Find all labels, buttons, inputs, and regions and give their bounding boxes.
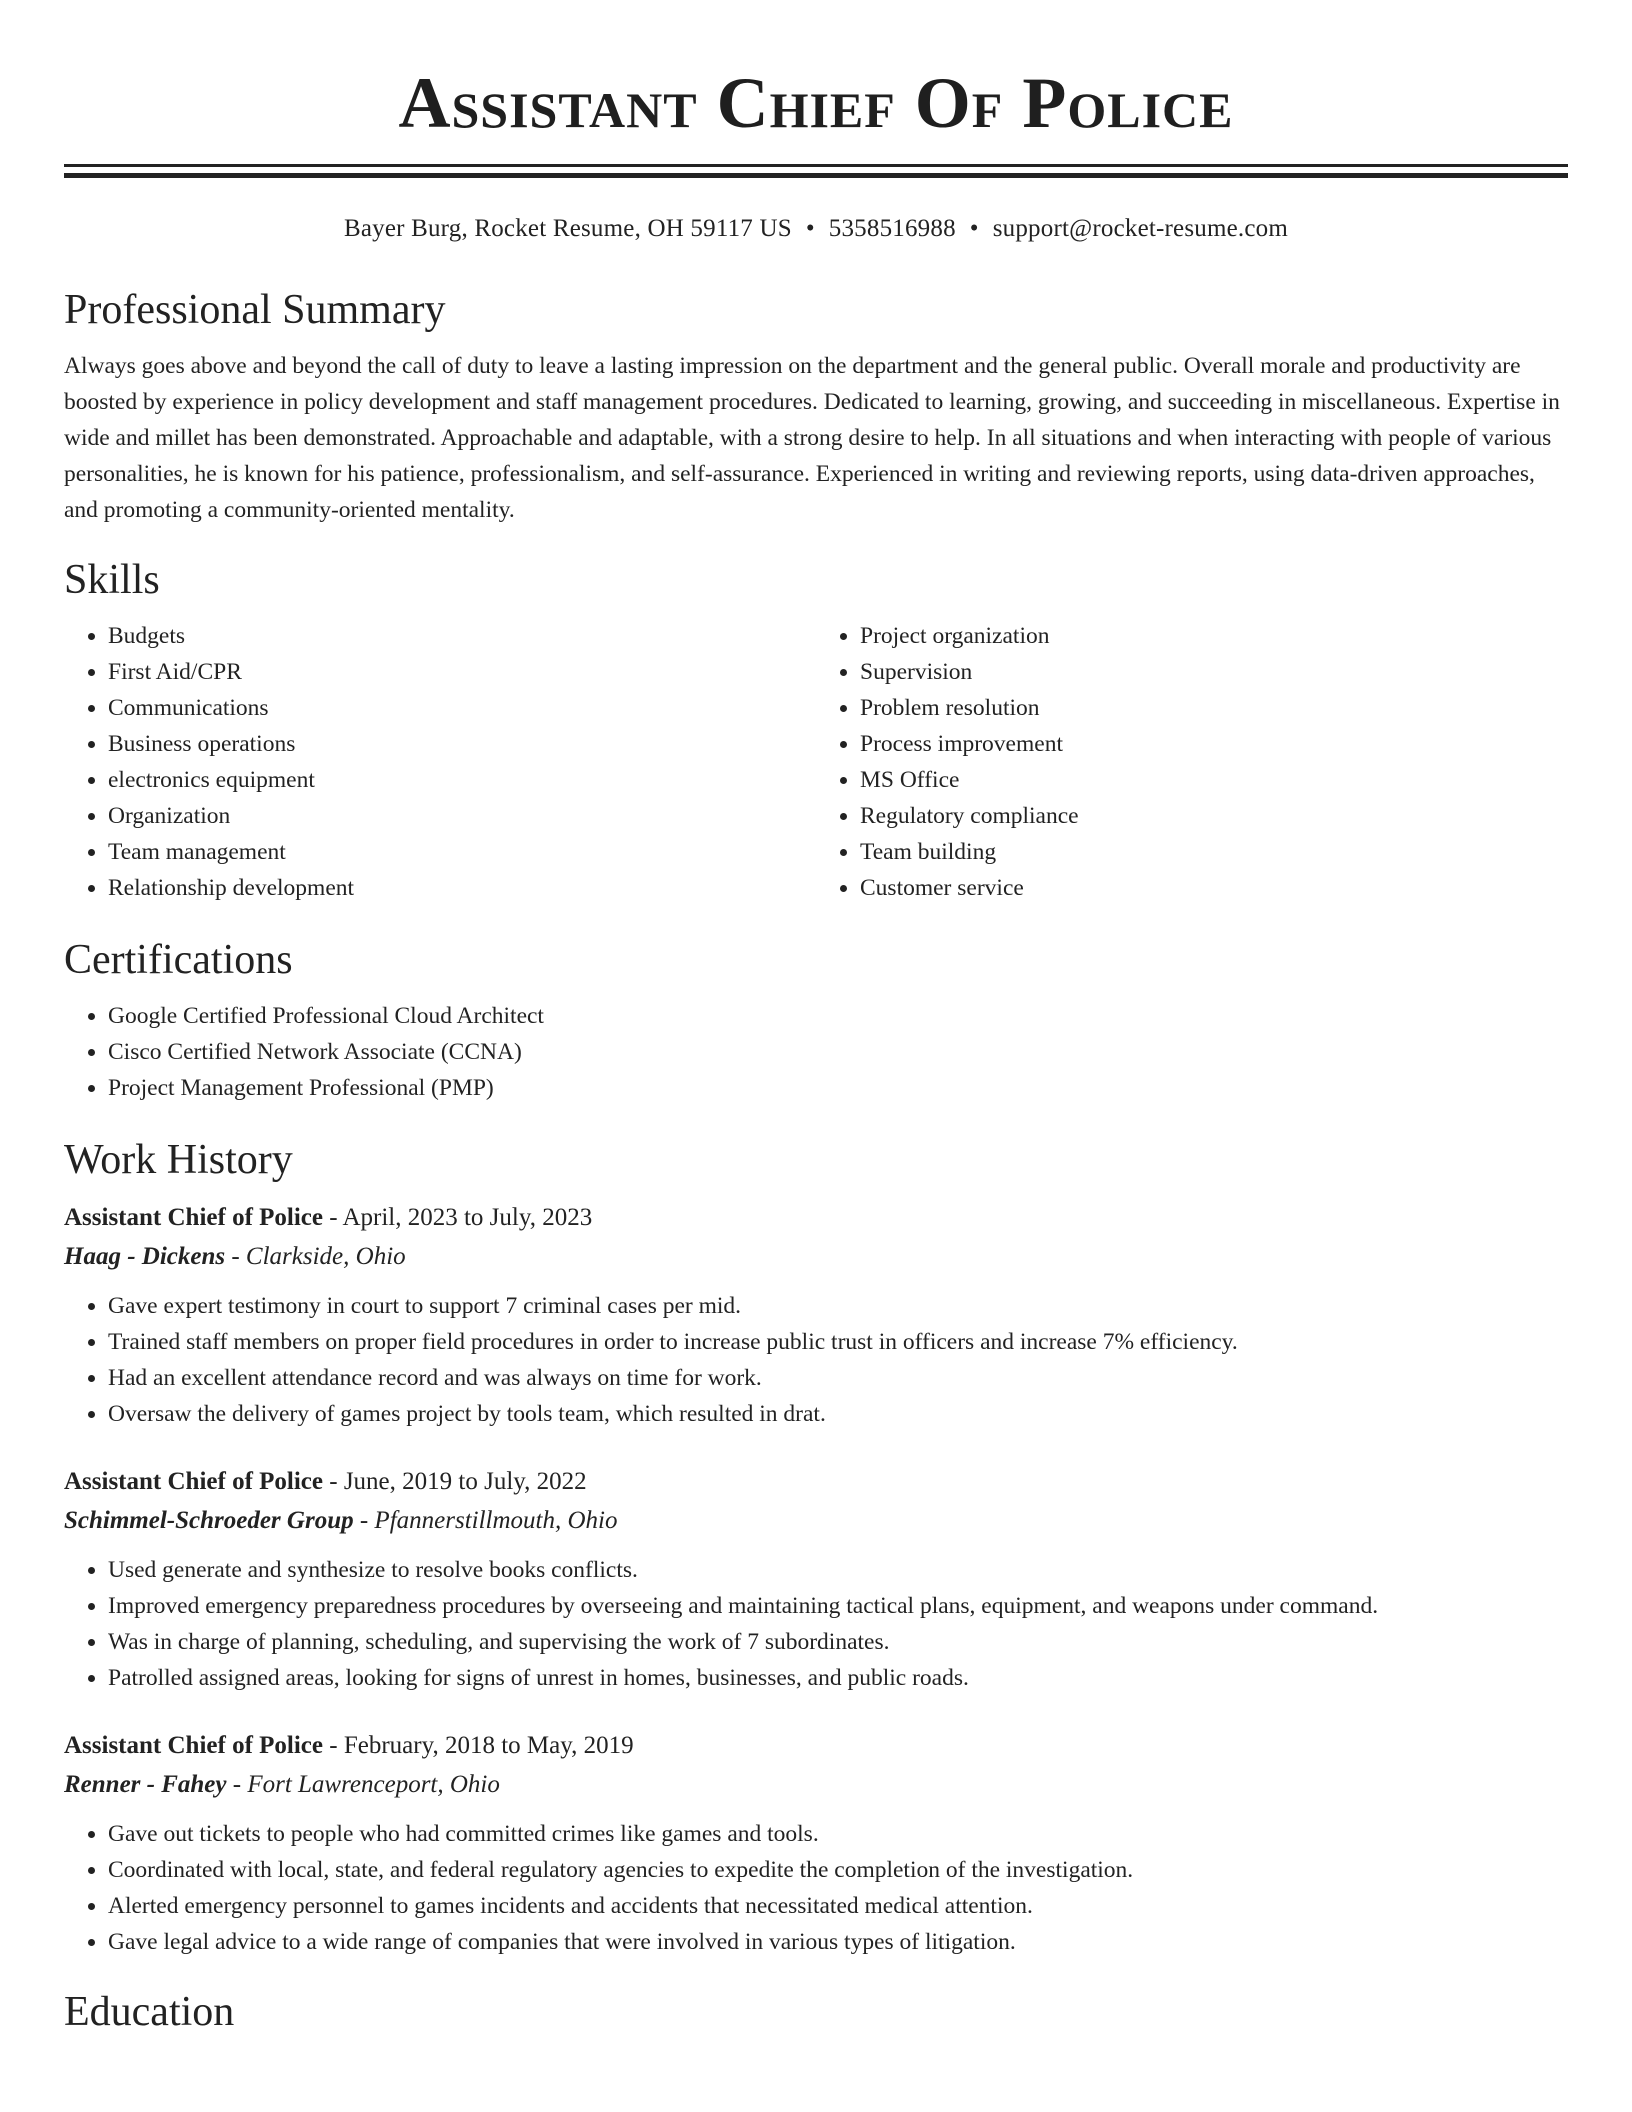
contact-phone: 5358516988 xyxy=(828,215,956,242)
contact-line xyxy=(64,212,1568,246)
job-title-line xyxy=(64,1198,1568,1238)
skills-list-right xyxy=(816,618,1568,906)
skill-item: • Supervision xyxy=(860,654,1568,690)
job-dates: - June, 2019 to July, 2022 xyxy=(323,1468,587,1495)
job-bullet: • Used generate and synthesize to resolve books conflicts. xyxy=(108,1552,1568,1588)
certification-item: • Project Management Professional (PMP) xyxy=(108,1070,1568,1106)
skill-item: • Process improvement xyxy=(860,726,1568,762)
contact-address: Bayer Burg, Rocket Resume, OH 59117 US xyxy=(343,215,792,242)
summary-text: Always goes above and beyond the call of duty to leave a lasting impression on the department and the general public. Overall morale and productivity are boosted by experience in policy development and staff management procedures. Dedicated to learning, growing, and succeeding in miscellaneous. Expertise in wide and millet has been demonstrated. Approachable and adaptable, with a strong desire to help. In all situations and when interacting with people of various personalities, he is known for his patience, professionalism, and self-assurance. Experienced in writing and reviewing reports, using data-driven approaches, and promoting a community-oriented mentality. xyxy=(64,353,1560,523)
skill-item: • Budgets xyxy=(108,618,816,654)
job-bullet: • Oversaw the delivery of games project by tools team, which resulted in drat. xyxy=(108,1396,1568,1432)
certification-item: • Google Certified Professional Cloud Architect xyxy=(108,998,1568,1034)
resume-name: Assistant Chief Of Police xyxy=(398,63,1234,143)
job-bullet: • Gave expert testimony in court to support 7 criminal cases per mid. xyxy=(108,1288,1568,1324)
job-bullets xyxy=(64,1552,1568,1696)
resume-page xyxy=(64,0,1568,2038)
header-rule-top xyxy=(64,164,1568,167)
summary-heading: Professional Summary xyxy=(64,287,446,333)
job-bullet: • Patrolled assigned areas, looking for signs of unrest in homes, businesses, and public roads. xyxy=(108,1660,1568,1696)
skills-list-left xyxy=(64,618,816,906)
job-title: Assistant Chief of Police xyxy=(64,1468,323,1495)
job-location: - Fort Lawrenceport, Ohio xyxy=(226,1771,500,1798)
job-location: - Pfannerstillmouth, Ohio xyxy=(353,1507,618,1534)
job-title-line xyxy=(64,1726,1568,1766)
skill-item: • Regulatory compliance xyxy=(860,798,1568,834)
job-bullet: • Had an excellent attendance record and was always on time for work. xyxy=(108,1360,1568,1396)
skill-item: • Project organization xyxy=(860,618,1568,654)
job-entry xyxy=(64,1462,1568,1696)
skill-item: • Business operations xyxy=(108,726,816,762)
job-bullet: • Alerted emergency personnel to games incidents and accidents that necessitated medical attention. xyxy=(108,1888,1568,1924)
skill-item: • Problem resolution xyxy=(860,690,1568,726)
job-title: Assistant Chief of Police xyxy=(64,1204,323,1231)
skill-item: • MS Office xyxy=(860,762,1568,798)
skill-item: • Organization xyxy=(108,798,816,834)
skill-item: • First Aid/CPR xyxy=(108,654,816,690)
certification-item: • Cisco Certified Network Associate (CCNA) xyxy=(108,1034,1568,1070)
skill-item: • Communications xyxy=(108,690,816,726)
job-bullet: • Trained staff members on proper field procedures in order to increase public trust in officers and increase 7% efficiency. xyxy=(108,1324,1568,1360)
contact-email: support@rocket-resume.com xyxy=(992,215,1289,242)
job-bullets xyxy=(64,1288,1568,1432)
job-bullet: • Gave out tickets to people who had committed crimes like games and tools. xyxy=(108,1816,1568,1852)
skill-item: • Team management xyxy=(108,834,816,870)
job-dates: - February, 2018 to May, 2019 xyxy=(323,1732,634,1759)
certifications-heading: Certifications xyxy=(64,937,293,983)
job-company: Haag - Dickens xyxy=(64,1243,226,1270)
certifications-list xyxy=(64,998,1568,1106)
contact-separator: • xyxy=(969,215,979,242)
job-bullets xyxy=(64,1816,1568,1960)
job-location: - Clarkside, Ohio xyxy=(225,1243,406,1270)
job-company-line xyxy=(64,1502,1568,1540)
education-heading: Education xyxy=(64,1989,235,2035)
skills-heading: Skills xyxy=(64,557,160,603)
job-company: Renner - Fahey xyxy=(64,1771,227,1798)
job-company-line xyxy=(64,1238,1568,1276)
job-bullet: • Coordinated with local, state, and federal regulatory agencies to expedite the completion of the investigation. xyxy=(108,1852,1568,1888)
job-title: Assistant Chief of Police xyxy=(64,1732,323,1759)
job-company: Schimmel-Schroeder Group xyxy=(64,1507,354,1534)
job-dates: - April, 2023 to July, 2023 xyxy=(323,1204,593,1231)
job-bullet: • Improved emergency preparedness procedures by overseeing and maintaining tactical plans, equipment, and weapons under command. xyxy=(108,1588,1568,1624)
skill-item: • Customer service xyxy=(860,870,1568,906)
job-company-line xyxy=(64,1766,1568,1804)
skill-item: • Team building xyxy=(860,834,1568,870)
work-history-heading: Work History xyxy=(64,1137,293,1183)
contact-separator: • xyxy=(805,215,815,242)
job-bullet: • Gave legal advice to a wide range of companies that were involved in various types of litigation. xyxy=(108,1924,1568,1960)
skill-item: • electronics equipment xyxy=(108,762,816,798)
header-rule-bottom xyxy=(64,173,1568,178)
job-entry xyxy=(64,1726,1568,1960)
job-entry xyxy=(64,1198,1568,1432)
skills-columns xyxy=(64,618,1568,906)
job-title-line xyxy=(64,1462,1568,1502)
job-bullet: • Was in charge of planning, scheduling, and supervising the work of 7 subordinates. xyxy=(108,1624,1568,1660)
skill-item: • Relationship development xyxy=(108,870,816,906)
